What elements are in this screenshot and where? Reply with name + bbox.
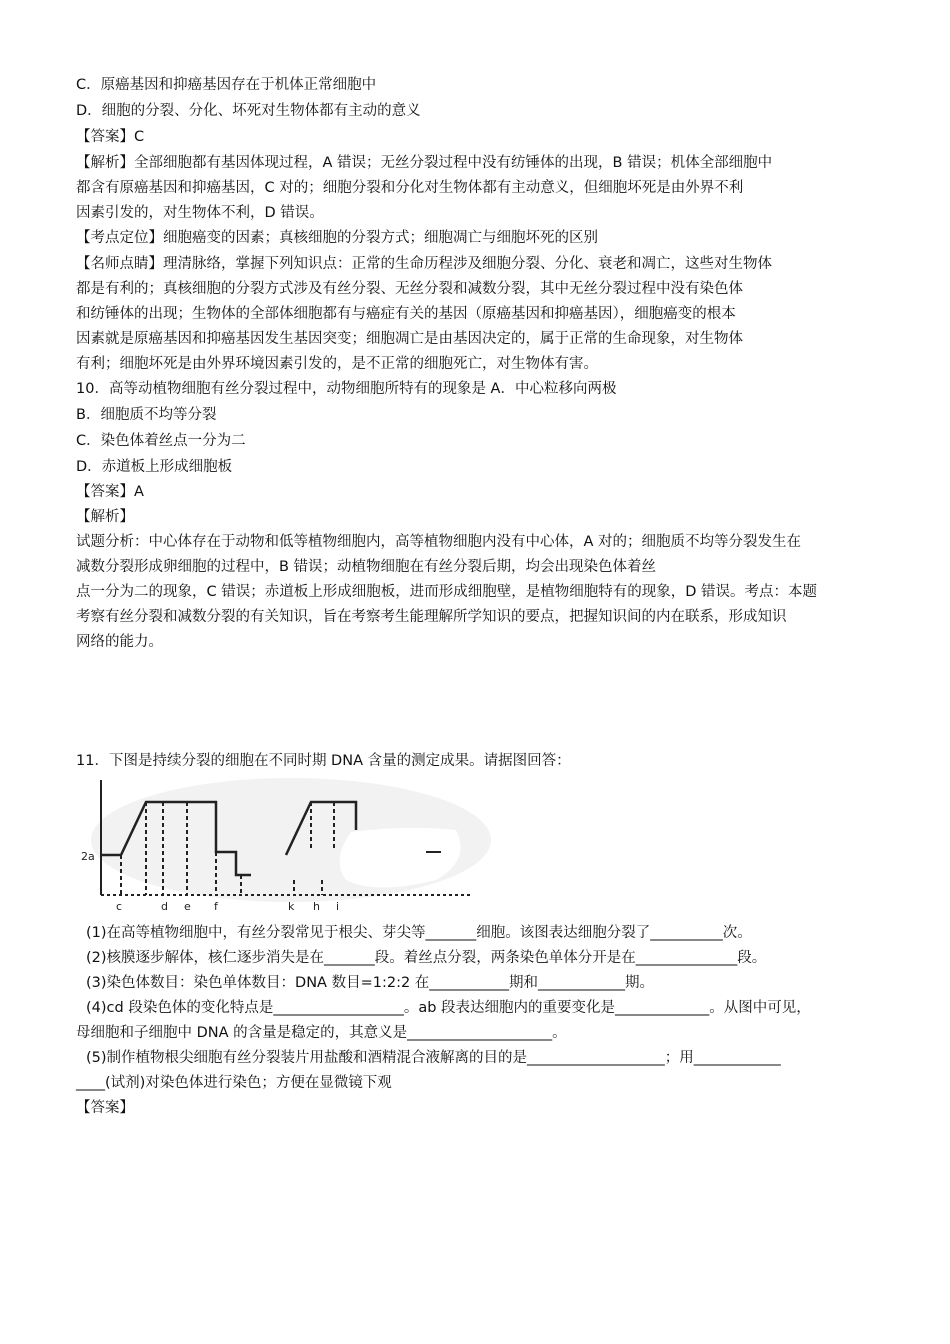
teacher-note: 和纺锤体的出现；生物体的全部体细胞都有与癌症有关的基因（原癌基因和抑癌基因），细胞癌变的根本 — [76, 306, 736, 322]
dna-content-graph — [76, 770, 496, 920]
analysis-line: 试题分析：中心体存在于动物和低等植物细胞内，高等植物细胞内没有中心体，A 对的；细胞质不均等分裂发生在 — [76, 534, 802, 550]
x-tick-label: c — [116, 900, 123, 913]
question-10: 10．高等动植物细胞有丝分裂过程中，动物细胞所特有的现象是 A．中心粒移向两极 — [76, 381, 617, 397]
teacher-note: 【名师点睛】理清脉络，掌握下列知识点：正常的生命历程涉及细胞分裂、分化、衰老和凋亡，这些对生物体 — [76, 256, 772, 272]
sub-question-2: (2)核膜逐步解体，核仁逐步消失是在_______段。着丝点分裂，两条染色单体分开是在______________段。 — [86, 950, 767, 966]
sub-question-1: (1)在高等植物细胞中，有丝分裂常见于根尖、芽尖等_______细胞。该图表达细胞分裂了__________次。 — [86, 925, 752, 941]
dna-content-figure — [76, 770, 496, 920]
analysis-line: 因素引发的，对生物体不利，D 错误。 — [76, 205, 324, 221]
x-tick-label: f — [214, 900, 218, 913]
analysis-line: 网络的能力。 — [76, 634, 163, 650]
key-point: 【考点定位】细胞癌变的因素；真核细胞的分裂方式；细胞凋亡与细胞坏死的区别 — [76, 230, 598, 246]
sub-question-5: (5)制作植物根尖细胞有丝分裂装片用盐酸和酒精混合液解离的目的是___________________；用____________ — [86, 1050, 781, 1066]
analysis-line: 点一分为二的现象，C 错误；赤道板上形成细胞板，进而形成细胞壁，是植物细胞特有的现象，D 错误。考点：本题 — [76, 584, 818, 600]
option-b: B．细胞质不均等分裂 — [76, 407, 217, 423]
teacher-note: 有利；细胞坏死是由外界环境因素引发的，是不正常的细胞死亡，对生物体有害。 — [76, 356, 598, 372]
answer: 【答案】A — [76, 484, 144, 500]
x-tick-label: i — [336, 900, 340, 913]
option-c: C．染色体着丝点一分为二 — [76, 433, 246, 449]
analysis-line: 【解析】全部细胞都有基因体现过程，A 错误；无丝分裂过程中没有纺锤体的出现，B 错误；机体全部细胞中 — [76, 155, 773, 171]
teacher-note: 因素就是原癌基因和抑癌基因发生基因突变；细胞凋亡是由基因决定的，属于正常的生命现象，对生物体 — [76, 331, 743, 347]
x-tick-label: e — [184, 900, 191, 913]
analysis-line: 都含有原癌基因和抑癌基因，C 对的；细胞分裂和分化对生物体都有主动意义，但细胞坏死是由外界不利 — [76, 180, 744, 196]
analysis-heading: 【解析】 — [76, 509, 134, 525]
analysis-line: 考察有丝分裂和减数分裂的有关知识，旨在考察考生能理解所学知识的要点，把握知识间的内在联系，形成知识 — [76, 609, 787, 625]
y-tick-label: 2a — [81, 850, 95, 863]
teacher-note: 都是有利的；真核细胞的分裂方式涉及有丝分裂、无丝分裂和减数分裂，其中无丝分裂过程中没有染色体 — [76, 281, 743, 297]
sub-question-3: (3)染色体数目：染色单体数目：DNA 数目=1:2:2 在___________期和____________期。 — [86, 975, 655, 991]
option-c: C．原癌基因和抑癌基因存在于机体正常细胞中 — [76, 77, 377, 93]
answer: 【答案】 — [76, 1100, 134, 1116]
sub-question-4: (4)cd 段染色体的变化特点是__________________。ab 段表达细胞内的重要变化是_____________。从图中可见， — [86, 1000, 811, 1016]
question-11-stem: 11．下图是持续分裂的细胞在不同时期 DNA 含量的测定成果。请据图回答： — [76, 753, 571, 769]
option-d: D．细胞的分裂、分化、坏死对生物体都有主动的意义 — [76, 103, 421, 119]
answer: 【答案】C — [76, 129, 145, 145]
sub-question-4-cont: 母细胞和子细胞中 DNA 的含量是稳定的，其意义是____________________。 — [76, 1025, 567, 1041]
option-d: D．赤道板上形成细胞板 — [76, 459, 233, 475]
sub-question-5-cont: ____(试剂)对染色体进行染色；方便在显微镜下观 — [76, 1075, 392, 1091]
x-tick-label: d — [161, 900, 168, 913]
x-tick-label: h — [313, 900, 320, 913]
x-tick-label: k — [288, 900, 295, 913]
analysis-line: 减数分裂形成卵细胞的过程中，B 错误；动植物细胞在有丝分裂后期，均会出现染色体着丝 — [76, 559, 657, 575]
